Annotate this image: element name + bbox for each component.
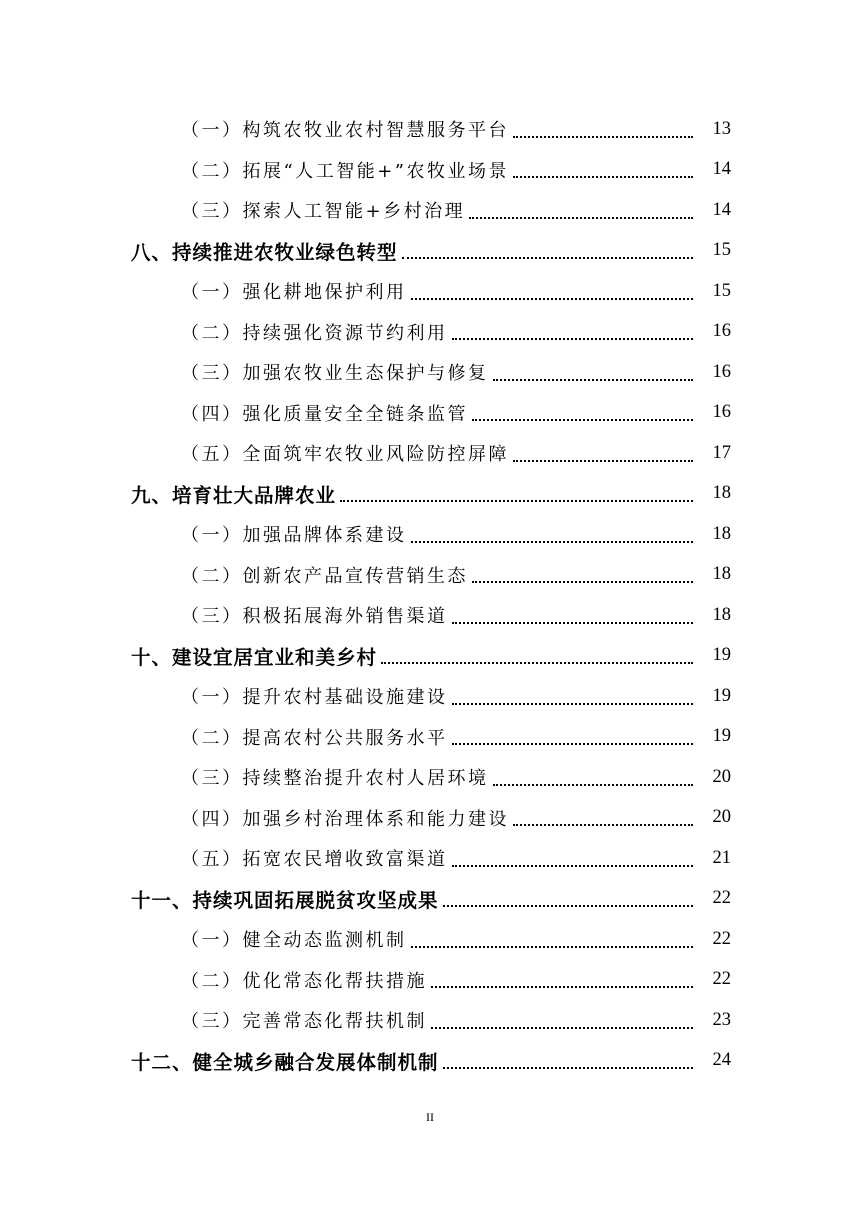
toc-entry-page: 16 xyxy=(712,321,731,342)
toc-entry-page: 18 xyxy=(712,523,731,544)
toc-entry-page: 15 xyxy=(712,280,731,301)
toc-entry-page: 20 xyxy=(712,766,731,787)
toc-entry-title: （二）优化常态化帮扶措施 xyxy=(181,970,427,992)
toc-entry-title: （一）提升农村基础设施建设 xyxy=(181,687,448,709)
toc-entry-title: （三）持续整治提升农村人居环境 xyxy=(181,768,489,790)
toc-chapter-entry[interactable] xyxy=(0,879,860,920)
toc-entry-page: 17 xyxy=(712,442,731,463)
toc-entry-title: （二）持续强化资源节约利用 xyxy=(181,322,448,344)
dot-leader xyxy=(493,783,694,786)
toc-entry-title: 九、培育壮大品牌农业 xyxy=(131,483,337,507)
toc-entry-title: （二）拓展“人工智能+”农牧业场景 xyxy=(181,160,509,182)
toc-entry-title: （五）全面筑牢农牧业风险防控屏障 xyxy=(181,444,509,466)
dot-leader xyxy=(469,216,693,219)
toc-section-entry[interactable] xyxy=(0,960,860,1001)
toc-entry-title: （一）加强品牌体系建设 xyxy=(181,525,407,547)
footer-page-number: II xyxy=(426,1110,434,1124)
toc-section-entry[interactable] xyxy=(0,393,860,434)
toc-entry-title: （三）积极拓展海外销售渠道 xyxy=(181,606,448,628)
toc-section-entry[interactable] xyxy=(0,190,860,231)
toc-section-entry[interactable] xyxy=(0,595,860,636)
toc-entry-title: 十、建设宜居宜业和美乡村 xyxy=(131,645,378,669)
toc-section-entry[interactable] xyxy=(0,798,860,839)
toc-entry-page: 22 xyxy=(712,888,731,909)
dot-leader xyxy=(443,1066,693,1069)
dot-leader xyxy=(472,418,693,421)
toc-entry-title: （一）健全动态监测机制 xyxy=(181,930,407,952)
toc-entry-page: 19 xyxy=(712,685,731,706)
toc-entry-title: （三）加强农牧业生态保护与修复 xyxy=(181,363,489,385)
toc-entry-title: 十一、持续巩固拓展脱贫攻坚成果 xyxy=(131,888,439,912)
toc-entry-page: 15 xyxy=(712,240,731,261)
toc-entry-title: （五）拓宽农民增收致富渠道 xyxy=(181,849,448,871)
toc-entry-page: 16 xyxy=(712,361,731,382)
dot-leader xyxy=(452,621,694,624)
toc-section-entry[interactable] xyxy=(0,312,860,353)
toc-entry-title: （三）探索人工智能+乡村治理 xyxy=(181,201,466,223)
toc-entry-title: （三）完善常态化帮扶机制 xyxy=(181,1011,427,1033)
toc-entry-page: 22 xyxy=(712,969,731,990)
toc-chapter-entry[interactable] xyxy=(0,636,860,677)
toc-entry-page: 16 xyxy=(712,402,731,423)
dot-leader xyxy=(452,864,694,867)
toc-entry-page: 14 xyxy=(712,199,731,220)
toc-entry-page: 18 xyxy=(712,604,731,625)
toc-section-entry[interactable] xyxy=(0,271,860,312)
toc-entry-page: 20 xyxy=(712,807,731,828)
toc-entry-title: （四）强化质量安全全链条监管 xyxy=(181,403,468,425)
toc-section-entry[interactable] xyxy=(0,433,860,474)
toc-entry-title: （四）加强乡村治理体系和能力建设 xyxy=(181,808,509,830)
toc-entry-title: 八、持续推进农牧业绿色转型 xyxy=(131,240,398,264)
dot-leader xyxy=(472,580,693,583)
toc-entry-page: 18 xyxy=(712,564,731,585)
toc-chapter-entry[interactable] xyxy=(0,231,860,272)
toc-section-entry[interactable] xyxy=(0,757,860,798)
toc-entry-page: 19 xyxy=(712,726,731,747)
toc-entry-page: 19 xyxy=(712,645,731,666)
toc-entry-page: 18 xyxy=(712,483,731,504)
toc-entry-page: 14 xyxy=(712,159,731,180)
toc-entry-page: 23 xyxy=(712,1009,731,1030)
toc-chapter-entry[interactable] xyxy=(0,474,860,515)
dot-leader xyxy=(411,540,694,543)
dot-leader xyxy=(340,499,693,502)
table-of-contents xyxy=(0,109,860,1081)
dot-leader xyxy=(513,823,693,826)
toc-entry-title: （二）创新农产品宣传营销生态 xyxy=(181,565,468,587)
dot-leader xyxy=(452,742,694,745)
toc-section-entry[interactable] xyxy=(0,352,860,393)
dot-leader xyxy=(493,378,694,381)
dot-leader xyxy=(513,459,693,462)
toc-entry-title: 十二、健全城乡融合发展体制机制 xyxy=(131,1050,439,1074)
toc-entry-page: 24 xyxy=(712,1050,731,1071)
dot-leader xyxy=(513,175,693,178)
toc-section-entry[interactable] xyxy=(0,919,860,960)
toc-section-entry[interactable] xyxy=(0,838,860,879)
toc-entry-title: （一）构筑农牧业农村智慧服务平台 xyxy=(181,120,509,142)
dot-leader xyxy=(452,702,694,705)
toc-section-entry[interactable] xyxy=(0,676,860,717)
toc-section-entry[interactable] xyxy=(0,150,860,191)
dot-leader xyxy=(411,945,694,948)
dot-leader xyxy=(411,297,694,300)
toc-entry-page: 21 xyxy=(712,847,731,868)
dot-leader xyxy=(443,904,693,907)
toc-entry-title: （一）强化耕地保护利用 xyxy=(181,282,407,304)
toc-entry-page: 13 xyxy=(712,118,731,139)
toc-chapter-entry[interactable] xyxy=(0,1041,860,1082)
toc-entry-page: 22 xyxy=(712,928,731,949)
toc-section-entry[interactable] xyxy=(0,1000,860,1041)
toc-section-entry[interactable] xyxy=(0,109,860,150)
dot-leader xyxy=(431,1026,693,1029)
toc-entry-title: （二）提高农村公共服务水平 xyxy=(181,727,448,749)
dot-leader xyxy=(431,985,693,988)
dot-leader xyxy=(452,337,694,340)
dot-leader xyxy=(381,661,693,664)
toc-section-entry[interactable] xyxy=(0,514,860,555)
toc-section-entry[interactable] xyxy=(0,717,860,758)
toc-section-entry[interactable] xyxy=(0,555,860,596)
dot-leader xyxy=(402,256,693,259)
dot-leader xyxy=(513,135,693,138)
